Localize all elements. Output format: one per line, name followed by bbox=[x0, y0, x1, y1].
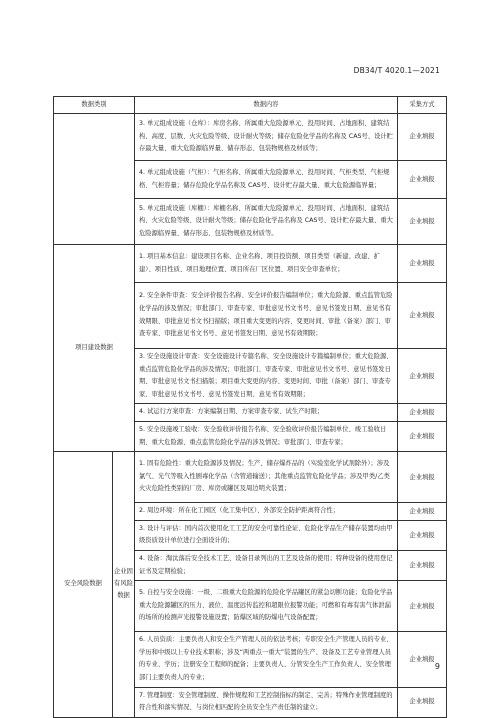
method-cell: 企业填报 bbox=[398, 503, 447, 521]
content-cell: 3. 设计与评估：国内首次使用化工工艺的安全可靠性论证、危险化学品生产储存装置均由甲级资质设计单位进行全面设计的； bbox=[135, 520, 398, 550]
category-project: 项目建设数据 bbox=[54, 245, 135, 452]
category-risk: 安全风险数据 bbox=[54, 452, 113, 718]
content-cell: 2. 安全条件审查：安全评价报告名称、安全评价报告编制单位；重大危险源、重点监管危险化学品的涉及情况；审批部门、审查专家、审批意见书文书号、意见书签发日期、意见书有效期限、审批意见书文书扫描版；项目重大变更的内容、变更时间、审批（备案）部门、审查专家、审批意见书文书号、意见书签发日期、意见书有效期限； bbox=[135, 283, 398, 349]
table-row bbox=[54, 114, 447, 161]
content-cell: 5. 自控与安全设施：一级、二级重大危险源的危险化学品罐区的紧急切断功能；危险化学品重大危险源罐区的压力、液位、温度远传监控和超限位报警功能；可燃和有毒有害气体泄漏的场所的检测声光报警设施设置；防爆区域的防爆电气设备配置； bbox=[135, 581, 398, 632]
content-cell: 1. 固有危险性：重大危险源涉及情况；生产、储存爆炸品的（实验室化学试剂除外）；涉及氯气、光气等吸入性剧毒化学品（含管道输送）；其他重点监管危险化学品；涉及甲类/乙类火灾危险性类别的厂房、库房或罐区及周边明火装置； bbox=[135, 452, 398, 503]
content-cell: 5. 安全设施竣工验收：安全验收评价报告名称、安全验收评价报告编制单位、竣工验收日期、重大危险源、重点监管危险化学品的涉及情况；审批部门、审查专家； bbox=[135, 421, 398, 451]
data-table bbox=[53, 96, 447, 718]
method-cell: 企业填报 bbox=[398, 245, 447, 283]
header-category: 数据类别 bbox=[54, 97, 135, 114]
method-cell: 企业填报 bbox=[398, 632, 447, 687]
table-row bbox=[54, 245, 447, 283]
content-cell: 5. 单元组成设施（库棚）：库棚名称、所属重大危险源单元、投用时间、占地面积、建筑结构、火灾危险等级、设计耐火等级；储存危险化学品名称及 CAS号、设计贮存最大量、重大危险源临界量、储存形态、包装物规格及材质等。 bbox=[135, 199, 398, 245]
content-cell: 2. 周边环境：所在化工园区（化工集中区）、外部安全防护距离符合性； bbox=[135, 503, 398, 521]
method-cell: 企业填报 bbox=[398, 114, 447, 161]
method-cell: 企业填报 bbox=[398, 161, 447, 199]
method-cell: 企业填报 bbox=[398, 520, 447, 550]
content-cell: 3. 单元组成设施（仓库）：库房名称、所属重大危险源单元、投用时间、占地面积、建筑结构、高度、层数、火灾危险等级、设计耐火等级；储存危险化学品的名称及 CAS号、设计贮存最大量、重大危险源临界量、储存形态、包装物规格及材质等； bbox=[135, 114, 398, 161]
content-cell: 1. 项目基本信息：建设项目名称、企业名称、项目投资额、项目类型（新建、改建、扩建）、项目性质、项目地理位置、项目所在厂区位置、项目安全审查单位； bbox=[135, 245, 398, 283]
content-cell: 4. 试运行方案审查：方案编制日期、方案审查专家、试生产时限； bbox=[135, 404, 398, 422]
method-cell: 企业填报 bbox=[398, 349, 447, 404]
method-cell: 企业填报 bbox=[398, 421, 447, 451]
method-cell: 企业填报 bbox=[398, 283, 447, 349]
header-method: 采集方式 bbox=[398, 97, 447, 114]
subcategory-inherent-risk: 企业固有风险数据 bbox=[113, 452, 135, 718]
content-cell: 4. 设备：淘汰落后安全技术工艺、设备目录列出的工艺及设备的使用；特种设备的使用登记证书及定期检验； bbox=[135, 550, 398, 580]
content-cell: 7. 管理制度：安全管理制度、操作规程和工艺控制指标的制定、完善；特殊作业管理制度的符合性和落实情况、与岗位相匹配的全员安全生产责任制的建立； bbox=[135, 687, 398, 717]
document-number: DB34/T 4020.1—2021 bbox=[353, 66, 440, 75]
method-cell: 企业填报 bbox=[398, 550, 447, 580]
header-content: 数据内容 bbox=[135, 97, 398, 114]
table-row bbox=[54, 452, 447, 503]
method-cell: 企业填报 bbox=[398, 404, 447, 422]
method-cell: 企业填报 bbox=[398, 199, 447, 245]
category-cell-empty bbox=[54, 114, 135, 245]
page-number: 9 bbox=[434, 662, 440, 671]
table-header-row bbox=[54, 97, 447, 114]
method-cell: 企业填报 bbox=[398, 687, 447, 717]
method-cell: 企业填报 bbox=[398, 581, 447, 632]
content-cell: 6. 人员资质：主要负责人和安全生产管理人员的依法考核；专职安全生产管理人员的专业、学历和中级以上专业技术职称；涉及“两重点一重大”装置的生产、设备及工艺专业管理人员的专业、学历；注册安全工程师的配备；主要负责人、分管安全生产工作负责人、安全管理部门主要负责人的专业； bbox=[135, 632, 398, 687]
content-cell: 3. 安全设施设计审查：安全设施设计专篇名称、安全设施设计专篇编制单位；重大危险源、重点监管危险化学品的涉及情况；审批部门、审查专家、审批意见书文书号、意见书签发日期、审批意见书文书扫描版；项目重大变更的内容、变更时间、审批（备案）部门、审查专家、审批意见书文书号、意见书签发日期、意见书有效期限； bbox=[135, 349, 398, 404]
method-cell: 企业填报 bbox=[398, 452, 447, 503]
content-cell: 4. 单元组成设施（气柜）：气柜名称、所属重大危险源单元、投用时间、气柜类型、气柜规格、气柜容量；储存危险化学品名称及 CAS号、设计贮存最大量、重大危险源临界量； bbox=[135, 161, 398, 199]
